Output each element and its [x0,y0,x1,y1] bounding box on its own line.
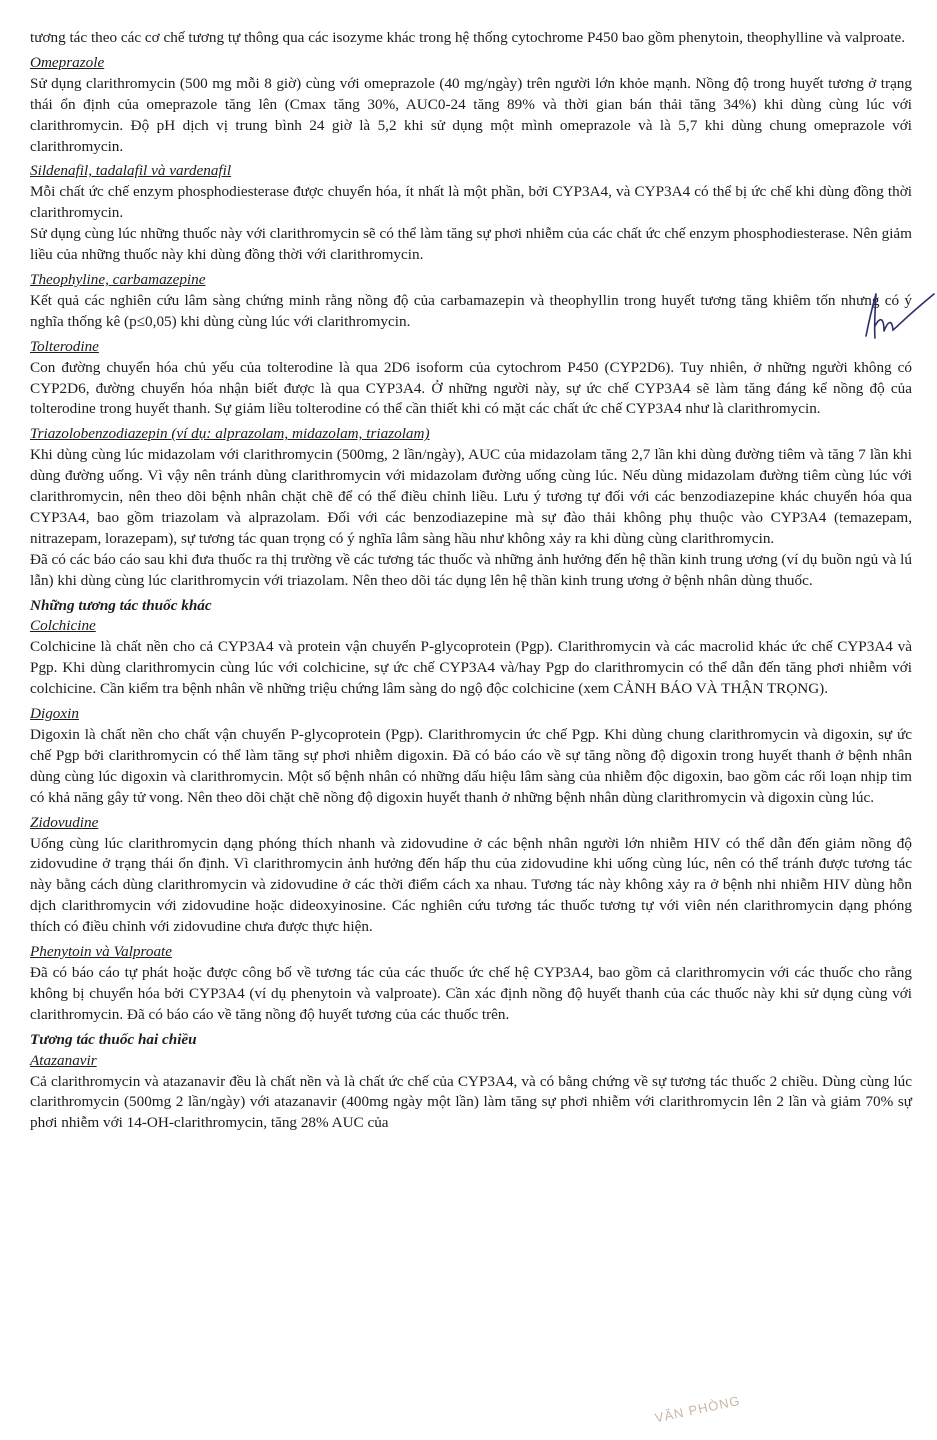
heading-triazolo: Triazolobenzodiazepin (ví dụ: alprazolam, midazolam, triazolam) [30,425,430,443]
heading-tolterodine: Tolterodine [30,337,99,355]
heading-theophyline: Theophyline, carbamazepine [30,270,206,288]
paragraph-theophyline: Kết quả các nghiên cứu lâm sàng chứng minh rằng nồng độ của carbamazepin và theophyllin trong huyết tương tăng khiêm tốn nhưng có ý nghĩa thống kê (p≤0,05) khi dùng cùng lúc với clarithromycin. [30,291,912,330]
paragraph-sildenafil-1: Mỗi chất ức chế enzym phosphodiesterase được chuyển hóa, ít nhất là một phần, bởi CYP3A4, và CYP3A4 có thể bị ức chế khi dùng đồng thời clarithromycin. [30,183,912,222]
paragraph-intro: tương tác theo các cơ chế tương tự thông qua các isozyme khác trong hệ thống cytochrome P450 bao gồm phenytoin, theophylline và valproate. [30,29,905,46]
document-page [30,28,912,1134]
heading-zidovudine: Zidovudine [30,813,99,831]
heading-phenytoin: Phenytoin và Valproate [30,943,172,961]
heading-omeprazole: Omeprazole [30,53,105,71]
paragraph-phenytoin: Đã có báo cáo tự phát hoặc được công bố về tương tác của các thuốc ức chế hệ CYP3A4, bao gồm cả clarithromycin với các thuốc cho rằng không bị chuyển hóa bởi CYP3A4 (ví dụ phenytoin và valproate). Cần xác định nồng độ huyết thanh của các thuốc này khi sử dụng cùng với clarithromycin. Đã có báo cáo về tăng nồng độ huyết tương của các thuốc trên. [30,963,912,1023]
heading-colchicine: Colchicine [30,617,96,635]
section-two-way-interactions: Tương tác thuốc hai chiều [30,1030,197,1048]
stamp-watermark: VĂN PHÒNG [653,1392,742,1426]
section-other-interactions: Những tương tác thuốc khác [30,596,212,614]
paragraph-triazolo-1: Khi dùng cùng lúc midazolam với clarithromycin (500mg, 2 lần/ngày), AUC của midazolam tăng 2,7 lần khi dùng đường tiêm và tăng 7 lần khi dùng đường uống. Vì vậy nên tránh dùng clarithromycin với midazolam đường uống cùng lúc. Nếu dùng midazolam đường tiêm cùng lúc với clarithromycin, nên theo dõi bệnh nhân chặt chẽ để có thể điều chỉnh liều. Lưu ý tương tự đối với các benzodiazepine khác chuyển hóa qua CYP3A4, bao gồm triazolam và alprazolam. Đối với các benzodiazepine mà sự đào thải không phụ thuộc vào CYP3A4 (temazepam, nitrazepam, lorazepam), sự tương tác quan trọng có ý nghĩa lâm sàng hầu như không xảy ra khi dùng cùng clarithromycin. [30,446,912,547]
paragraph-sildenafil-2: Sử dụng cùng lúc những thuốc này với clarithromycin sẽ có thể làm tăng sự phơi nhiễm của các chất ức chế enzym phosphodiesterase. Nên giảm liều của những thuốc này khi dùng đồng thời với clarithromycin. [30,225,912,264]
paragraph-omeprazole: Sử dụng clarithromycin (500 mg mỗi 8 giờ) cùng với omeprazole (40 mg/ngày) trên người lớn khỏe mạnh. Nồng độ trong huyết tương ở trạng thái ổn định của omeprazole tăng lên (Cmax tăng 30%, AUC0-24 tăng 89% và thời gian bán thải tăng 34%) khi dùng cùng lúc với clarithromycin. Độ pH dịch vị trung bình 24 giờ là 5,2 khi sử dụng một mình omeprazole và là 5,7 khi dùng chung omeprazole với clarithromycin. [30,74,912,155]
paragraph-digoxin: Digoxin là chất nền cho chất vận chuyển P-glycoprotein (Pgp). Clarithromycin ức chế Pgp. Khi dùng chung clarithromycin và digoxin, sự ức chế Pgp bởi clarithromycin có thể làm tăng sự phơi nhiễm digoxin. Đã có báo cáo về sự tăng nồng độ digoxin trong huyết thanh ở bệnh nhân dùng cùng lúc digoxin và clarithromycin. Một số bệnh nhân có những dấu hiệu lâm sàng của nhiễm độc digoxin, bao gồm các rối loạn nhịp tim có khả năng gây tử vong. Nên theo dõi chặt chẽ nồng độ digoxin huyết thanh ở những bệnh nhân dùng clarithromycin và digoxin cùng lúc. [30,726,912,806]
heading-atazanavir: Atazanavir [30,1051,97,1069]
paragraph-zidovudine: Uống cùng lúc clarithromycin dạng phóng thích nhanh và zidovudine ở các bệnh nhân người lớn nhiễm HIV có thể dẫn đến giảm nồng độ zidovudine ở trạng thái ổn định. Vì clarithromycin ảnh hưởng đến hấp thu của zidovudine khi uống cùng lúc, nên có thể tránh được tương tác này bằng cách dùng clarithromycin và zidovudine ở các thời điểm cách xa nhau. Tương tác này không xảy ra ở bệnh nhi nhiễm HIV dùng hỗn dịch clarithromycin với zidovudine hoặc dideoxyinosine. Các nghiên cứu tương tác thuốc tương tự với viên nén clarithromycin dạng phóng thích có điều chỉnh với zidovudine chưa được thực hiện. [30,834,912,936]
signature-mark [862,286,937,346]
paragraph-triazolo-2: Đã có các báo cáo sau khi đưa thuốc ra thị trường về các tương tác thuốc và những ảnh hưởng đến hệ thần kinh trung ương (ví dụ buồn ngủ và lú lẫn) khi dùng cùng lúc clarithromycin với triazolam. Nên theo dõi tác dụng lên hệ thần kinh trung ương ở bệnh nhân dùng thuốc. [30,550,912,589]
paragraph-colchicine: Colchicine là chất nền cho cả CYP3A4 và protein vận chuyển P-glycoprotein (Pgp). Clarithromycin và các macrolid khác ức chế CYP3A4 và Pgp. Khi dùng clarithromycin cùng lúc với colchicine, sự ức chế CYP3A4 và/hay Pgp do clarithromycin có thể dẫn đến tăng phơi nhiễm với colchicine. Cần kiểm tra bệnh nhân về những triệu chứng lâm sàng do ngộ độc colchicine (xem CẢNH BÁO VÀ THẬN TRỌNG). [30,638,912,698]
paragraph-atazanavir: Cả clarithromycin và atazanavir đều là chất nền và là chất ức chế của CYP3A4, và có bằng chứng về sự tương tác thuốc 2 chiều. Dùng cùng lúc clarithromycin (500mg 2 lần/ngày) với atazanavir (400mg ngày một lần) làm tăng sự phơi nhiễm với clarithromycin lên 2 lần và giảm 70% sự phơi nhiễm với 14-OH-clarithromycin, tăng 28% AUC của [30,1072,912,1132]
heading-digoxin: Digoxin [30,705,79,723]
paragraph-tolterodine: Con đường chuyển hóa chủ yếu của tolterodine là qua 2D6 isoform của cytochrom P450 (CYP2D6). Tuy nhiên, ở những người không có CYP2D6, đường chuyển hóa nhận biết được là qua CYP3A4. Ở những người này, sự ức chế CYP3A4 sẽ làm tăng đáng kể nồng độ của tolterodine trong huyết thanh. Sự giảm liều tolterodine có thể cần thiết khi có mặt các chất ức chế CYP3A4 như là clarithromycin. [30,358,912,418]
heading-sildenafil: Sildenafil, tadalafil và vardenafil [30,162,232,180]
